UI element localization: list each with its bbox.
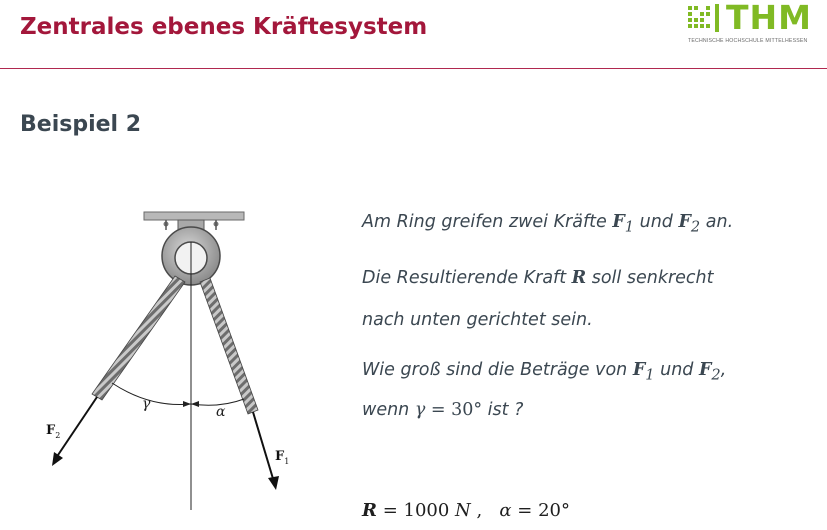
problem-line-3: nach unten gerichtet sein. — [362, 310, 593, 330]
rope-f2 — [92, 276, 185, 400]
angle-gamma-arc — [112, 383, 191, 405]
rope-f1 — [200, 278, 258, 414]
f1-label: $F_1$ — [275, 449, 290, 466]
header-divider — [0, 68, 827, 69]
logo-bar — [715, 4, 719, 32]
arrow-f1-shaft — [253, 412, 274, 482]
alpha-label: α — [216, 404, 226, 420]
problem-line-1: Am Ring greifen zwei Kräfte $F_1$ und $F_2$ an. — [362, 212, 734, 236]
ceiling-plate — [144, 212, 244, 220]
logo-grid-icon — [688, 6, 710, 28]
problem-line-5: wenn γ = 30° ist ? — [362, 400, 524, 420]
given-values: R = 1000 N , α = 20° — [362, 500, 570, 521]
arrow-f1-head — [268, 476, 279, 490]
force-diagram — [30, 196, 330, 516]
problem-line-2: Die Resultierende Kraft R soll senkrecht — [362, 268, 714, 288]
logo-wordmark: THM — [726, 0, 812, 37]
arrow-f2-shaft — [56, 397, 97, 458]
gamma-label: γ — [142, 396, 151, 412]
slide-title: Zentrales ebenes Kräftesystem — [20, 14, 428, 40]
f2-label: $F_2$ — [46, 423, 61, 440]
section-title: Beispiel 2 — [20, 112, 142, 137]
thm-logo — [688, 0, 822, 46]
problem-line-4: Wie groß sind die Beträge von $F_1$ und $F_2$, — [362, 360, 727, 384]
logo-subtitle: TECHNISCHE HOCHSCHULE MITTELHESSEN — [688, 38, 808, 44]
